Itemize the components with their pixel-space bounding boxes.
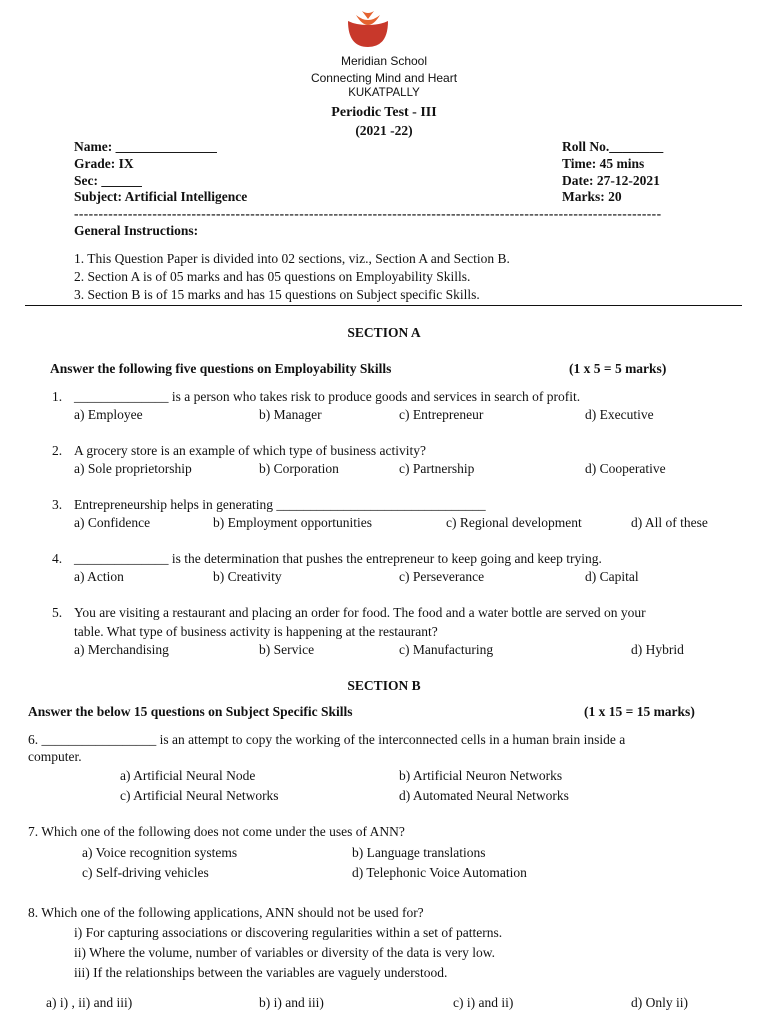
option: a) Voice recognition systems	[82, 845, 238, 860]
option: c) Artificial Neural Networks	[120, 788, 279, 803]
question-text: ______________ is a person who takes risk to produce goods and services in search of profit.	[74, 389, 581, 404]
question-number: 3.	[52, 497, 63, 512]
option: d) Telephonic Voice Automation	[352, 865, 527, 880]
academic-year: (2021 -22)	[355, 123, 413, 138]
section-b-heading: Answer the below 15 questions on Subject Specific Skills	[28, 704, 353, 719]
question-text: You are visiting a restaurant and placing an order for food. The food and a water bottle are served on your	[74, 605, 646, 620]
question-number: 1.	[52, 389, 63, 404]
section-b-title: SECTION B	[347, 678, 421, 693]
question-number: 2.	[52, 443, 63, 458]
question-text-continued: table. What type of business activity is happening at the restaurant?	[74, 624, 438, 639]
question-text: ______________ is the determination that pushes the entrepreneur to keep going and keep trying.	[74, 551, 602, 566]
option: b) Language translations	[352, 845, 486, 860]
option: d) Automated Neural Networks	[399, 788, 569, 803]
instruction-item: 3. Section B is of 15 marks and has 15 questions on Subject specific Skills.	[74, 287, 480, 302]
school-branch: KUKATPALLY	[348, 87, 420, 99]
question-text: 6. _________________ is an attempt to copy the working of the interconnected cells in a human brain inside a	[28, 732, 626, 747]
option: b) Service	[259, 642, 315, 657]
marks-field: Marks: 20	[562, 189, 622, 204]
section-a-heading: Answer the following five questions on Employability Skills	[50, 361, 392, 376]
question-number: 5.	[52, 605, 63, 620]
option: b) Manager	[259, 407, 322, 422]
option: b) Employment opportunities	[213, 515, 372, 530]
option: c) i) and ii)	[453, 995, 514, 1010]
question-text: 7. Which one of the following does not come under the uses of ANN?	[28, 824, 405, 839]
name-field: Name: _______________	[74, 139, 217, 154]
option: c) Perseverance	[399, 569, 485, 584]
option: a) i) , ii) and iii)	[46, 995, 133, 1010]
instruction-item: 2. Section A is of 05 marks and has 05 questions on Employability Skills.	[74, 269, 471, 284]
instructions-title: General Instructions:	[74, 223, 199, 238]
option: b) Creativity	[213, 569, 282, 584]
question-text-continued: computer.	[28, 749, 82, 764]
instruction-item: 1. This Question Paper is divided into 02 sections, viz., Section A and Section B.	[74, 251, 510, 266]
option: b) i) and iii)	[259, 995, 324, 1010]
option: a) Confidence	[74, 515, 151, 530]
school-tagline: Connecting Mind and Heart	[310, 71, 458, 85]
option: c) Entrepreneur	[399, 407, 484, 422]
question-text: Entrepreneurship helps in generating _______________________________	[74, 497, 486, 512]
option: c) Partnership	[399, 461, 475, 476]
option: d) Cooperative	[585, 461, 666, 476]
option: d) Hybrid	[631, 642, 684, 657]
option: d) Capital	[585, 569, 639, 584]
question-number: 4.	[52, 551, 63, 566]
option: d) Only ii)	[631, 995, 688, 1010]
question-text: 8. Which one of the following applications, ANN should not be used for?	[28, 905, 424, 920]
statement: i) For capturing associations or discovering regularities within a set of patterns.	[74, 925, 503, 940]
school-logo	[342, 9, 394, 49]
option: b) Corporation	[259, 461, 339, 476]
question-text: A grocery store is an example of which type of business activity?	[74, 443, 427, 458]
statement: iii) If the relationships between the variables are vaguely understood.	[74, 965, 448, 980]
section-field: Sec: ______	[74, 173, 142, 188]
exam-title: Periodic Test - III	[331, 105, 437, 120]
section-b-marks: (1 x 15 = 15 marks)	[584, 704, 695, 719]
statement: ii) Where the volume, number of variables or diversity of the data is very low.	[74, 945, 495, 960]
option: c) Manufacturing	[399, 642, 494, 657]
horizontal-rule	[25, 305, 742, 306]
option: a) Merchandising	[74, 642, 169, 657]
option: a) Artificial Neural Node	[120, 768, 256, 783]
option: a) Action	[74, 569, 124, 584]
option: d) All of these	[631, 515, 708, 530]
option: a) Employee	[74, 407, 143, 422]
option: a) Sole proprietorship	[74, 461, 192, 476]
school-name: Meridian School	[340, 54, 428, 68]
option: b) Artificial Neuron Networks	[399, 768, 563, 783]
section-a-title: SECTION A	[347, 325, 421, 340]
option: c) Regional development	[446, 515, 582, 530]
time-field: Time: 45 mins	[562, 156, 645, 171]
grade-field: Grade: IX	[74, 156, 134, 171]
subject-field: Subject: Artificial Intelligence	[74, 189, 248, 204]
option: c) Self-driving vehicles	[82, 865, 209, 880]
section-a-marks: (1 x 5 = 5 marks)	[569, 361, 667, 376]
option: d) Executive	[585, 407, 654, 422]
roll-no-field: Roll No.________	[562, 139, 664, 154]
dashed-divider: ------------------------------------------------------------------------------------------------------------------------	[74, 207, 662, 221]
date-field: Date: 27-12-2021	[562, 173, 660, 188]
